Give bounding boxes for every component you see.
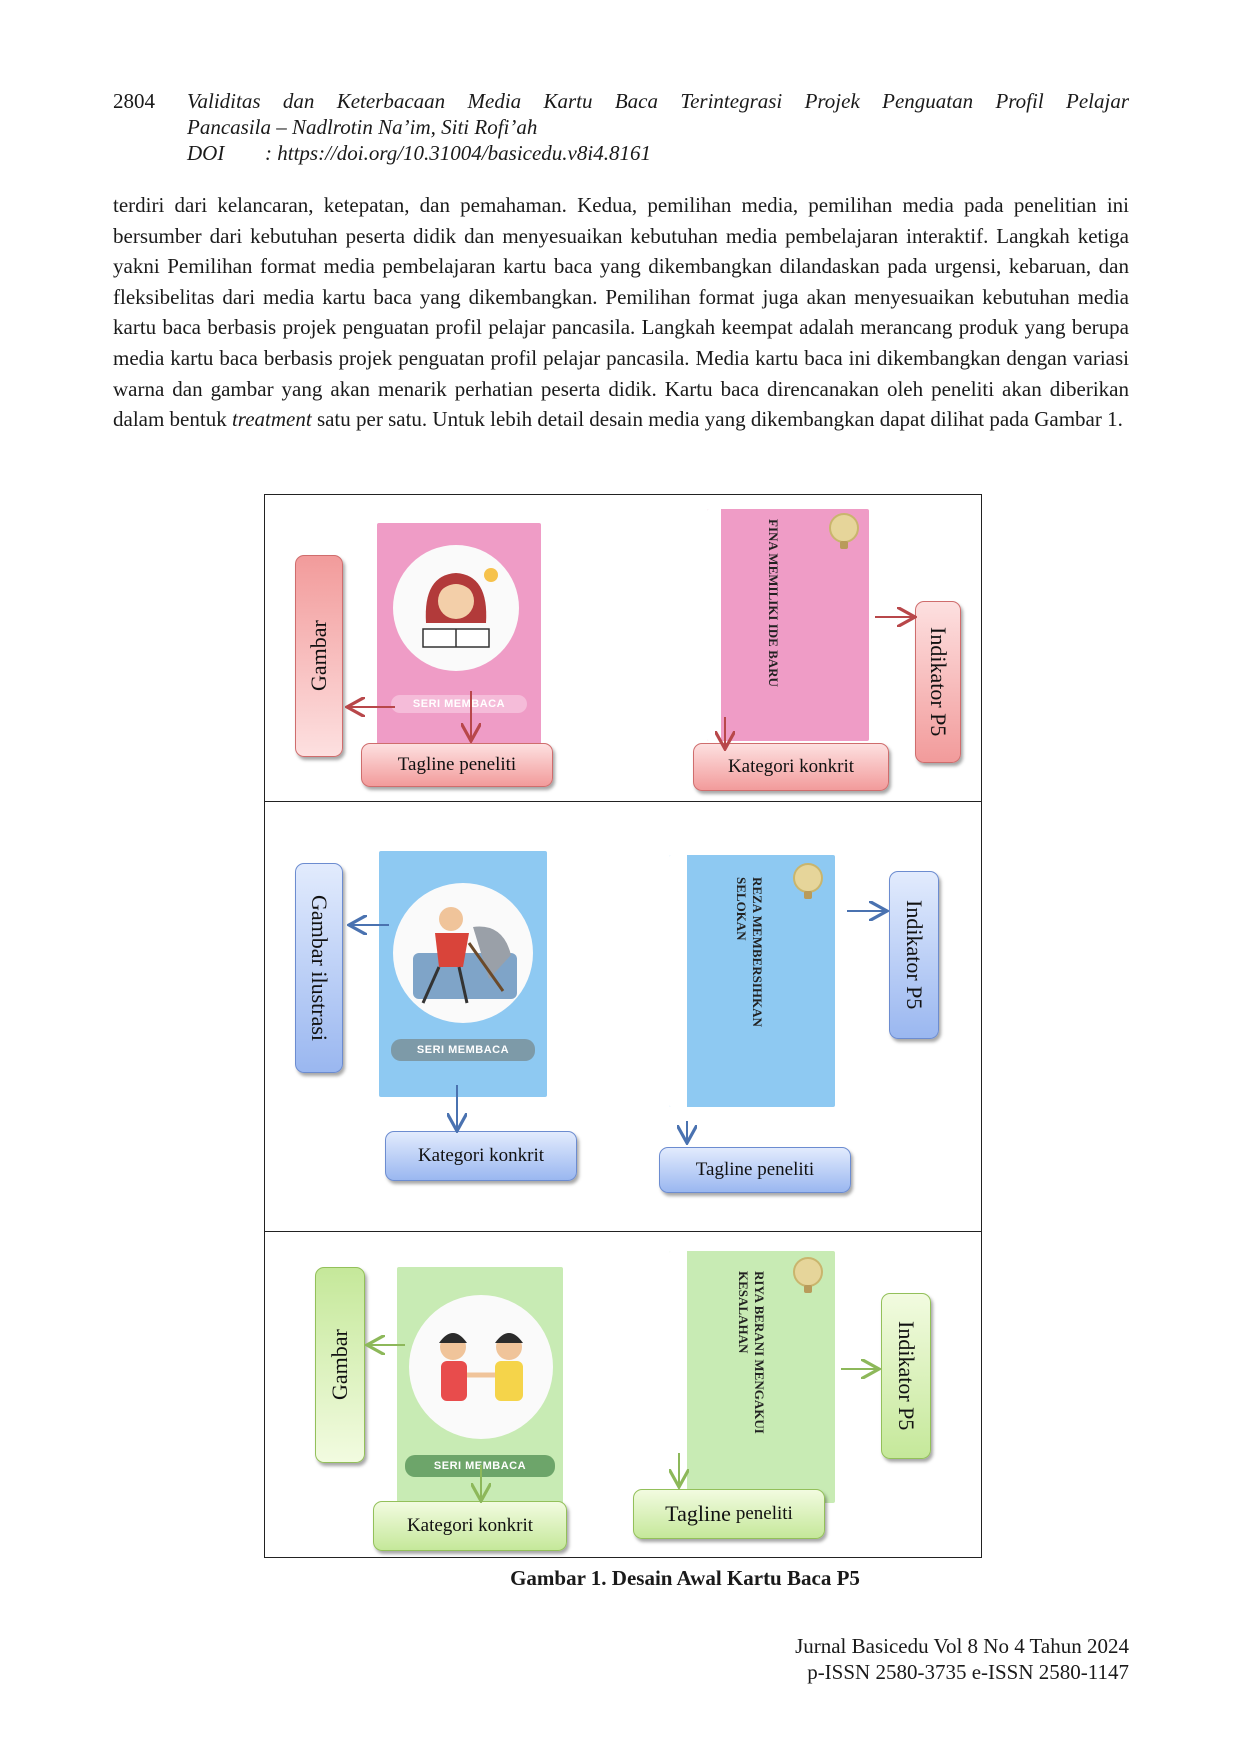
paragraph-text: terdiri dari kelancaran, ketepatan, dan pemahaman. Kedua, pemilihan media, pemilihan media pada penelitian ini bersumber dari kebutuhan peserta didik dan menyesuaikan kebutuhan media pembelajaran interaktif. Langkah ketiga yakni Pemilihan format media pembelajaran kartu baca yang dikembangkan dilandaskan pada urgensi, kebaruan, dan fleksibelitas dari media kartu baca yang dikembangkan. Pemilihan format juga akan menyesuaikan kebutuhan media kartu baca berbasis projek penguatan profil pelajar pancasila. Langkah keempat adalah merancang produk yang berupa media kartu baca berbasis projek penguatan profil pelajar pancasila. Media kartu baca ini dikembangkan dengan variasi warna dan gambar yang akan menarik perhatian peserta didik. Kartu baca direncanakan oleh peneliti akan diberikan dalam bentuk <box>113 193 1129 432</box>
tagline-word: Tagline <box>665 1501 731 1526</box>
header-title-line2: Pancasila – Nadlrotin Na’im, Siti Rofi’ah <box>187 115 538 139</box>
footer-issn-line: p-ISSN 2580-3735 e-ISSN 2580-1147 <box>807 1660 1129 1684</box>
label-gambar: Gambar <box>295 555 343 757</box>
label-kategori-konkrit: Kategori konkrit <box>693 743 889 791</box>
doi-label: DOI <box>187 141 225 165</box>
label-indikator-p5: Indikator P5 <box>915 601 961 763</box>
label-kategori-konkrit: Kategori konkrit <box>385 1131 577 1181</box>
header-doi <box>187 140 651 166</box>
card-series-strip: SERI MEMBACA <box>391 695 527 713</box>
paragraph-italic-term: treatment <box>231 407 312 432</box>
footer-journal-line: Jurnal Basicedu Vol 8 No 4 Tahun 2024 <box>795 1634 1129 1658</box>
figure-panel-3 <box>265 1231 981 1557</box>
panel3-arrows <box>265 1231 983 1557</box>
figure-caption: Gambar 1. Desain Awal Kartu Baca P5 <box>510 1566 860 1590</box>
label-gambar-ilustrasi: Gambar ilustrasi <box>295 863 343 1073</box>
panel2-arrows <box>265 801 983 1231</box>
peneliti-word: peneliti <box>735 1503 793 1524</box>
label-tagline-peneliti: Tagline peneliti <box>659 1147 851 1193</box>
label-indikator-p5: Indikator P5 <box>889 871 939 1039</box>
label-gambar: Gambar <box>315 1267 365 1463</box>
journal-footer <box>795 1633 1129 1685</box>
body-paragraph <box>113 190 1129 435</box>
paragraph-text-end: satu per satu. Untuk lebih detail desain media yang dikembangkan dapat dilihat pada Gambar 1. <box>316 407 1123 432</box>
header-title-line1: Validitas dan Keterbacaan Media Kartu Baca Terintegrasi Projek Penguatan Profil Pelajar <box>187 89 1129 113</box>
card-series-strip: SERI MEMBACA <box>391 1039 535 1061</box>
panel1-arrows <box>265 495 983 801</box>
doi-link[interactable]: : https://doi.org/10.31004/basicedu.v8i4.8161 <box>265 141 651 165</box>
figure-panel-1 <box>265 495 981 802</box>
card-story-title: FINA MEMILIKI IDE BARU <box>766 519 781 687</box>
card-series-strip: SERI MEMBACA <box>405 1455 555 1477</box>
figure-panel-2 <box>265 801 981 1232</box>
label-indikator-p5: Indikator P5 <box>881 1293 931 1459</box>
page-number: 2804 <box>113 89 155 113</box>
label-tagline-peneliti: Tagline peneliti <box>361 743 553 787</box>
card-story-title: REZA MEMBERSIHKAN SELOKAN <box>734 877 765 1027</box>
label-kategori-konkrit: Kategori konkrit <box>373 1501 567 1551</box>
card-story-title: RIYA BERANI MENGAKUI KESALAHAN <box>736 1271 767 1434</box>
figure-1 <box>264 494 982 1558</box>
